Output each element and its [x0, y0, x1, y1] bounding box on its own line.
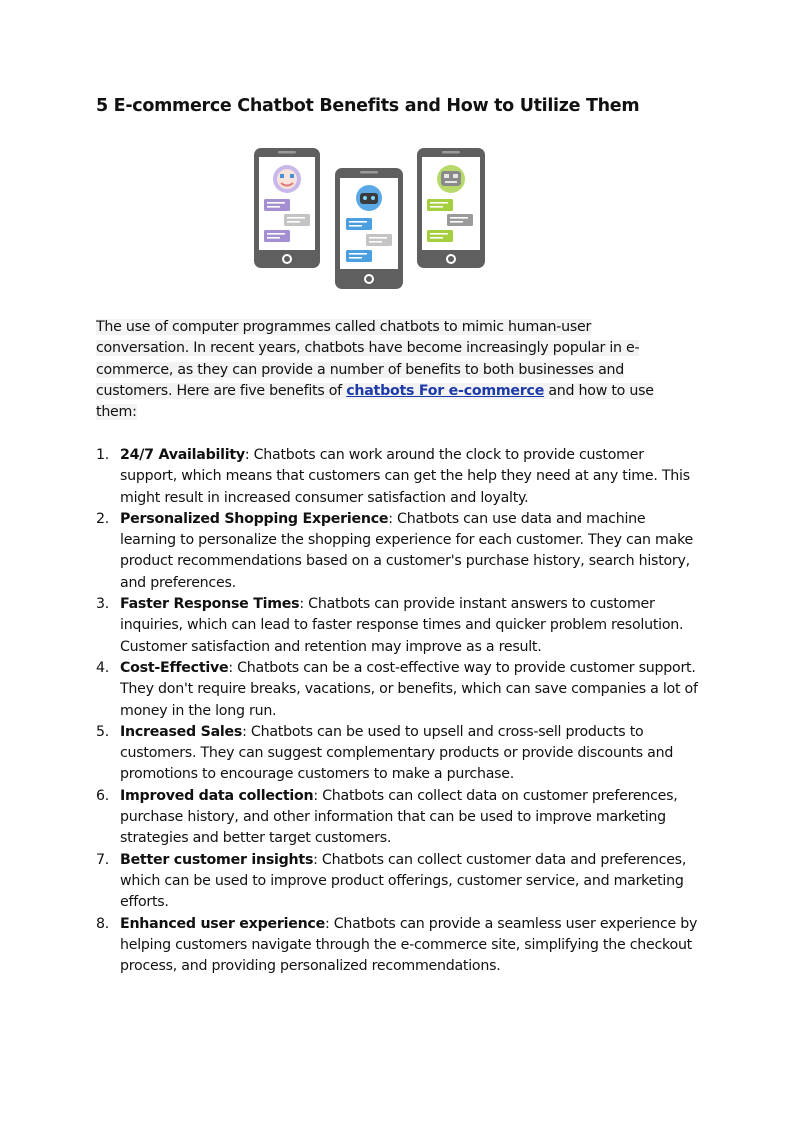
list-item — [96, 722, 700, 786]
list-item-term: Increased Sales — [120, 723, 243, 740]
list-item — [96, 658, 700, 722]
list-item-term: Enhanced user experience — [120, 915, 325, 932]
phone-left — [254, 148, 320, 268]
list-item-number: 6. — [96, 787, 110, 804]
list-item-number: 1. — [96, 447, 110, 463]
list-item — [96, 914, 700, 978]
chatbot-phones-icon — [250, 146, 490, 292]
intro-paragraph — [96, 317, 676, 423]
benefits-list — [96, 445, 700, 977]
list-item — [96, 509, 700, 594]
list-item — [96, 594, 700, 658]
list-item-term: Faster Response Times — [120, 596, 300, 613]
list-item-text: : Chatbots can collect customer data and preferences, which can be used to improve product offerings, customer service, and marketing efforts. — [120, 851, 687, 911]
list-item-text: : Chatbots can provide a seamless user experience by helping customers navigate through the e-commerce site, simplifying the checkout process, and providing personalized recommendations. — [120, 915, 698, 975]
list-item-term: Improved data collection — [120, 787, 314, 804]
list-item-number: 3. — [96, 596, 110, 613]
chatbots-ecommerce-link[interactable]: chatbots For e-commerce — [346, 382, 545, 399]
list-item-term: Better customer insights — [120, 851, 314, 868]
list-item — [96, 445, 700, 509]
list-item-number: 7. — [96, 851, 110, 868]
list-item-term: Personalized Shopping Experience — [120, 510, 389, 527]
list-item-term: 24/7 Availability — [120, 447, 245, 463]
list-item-number: 4. — [96, 659, 110, 676]
list-item-text: : Chatbots can be a cost-effective way to provide customer support. They don't require breaks, vacations, or benefits, which can save companies a lot of money in the long run. — [120, 659, 698, 719]
list-item-term: Cost-Effective — [120, 659, 229, 676]
list-item — [96, 850, 700, 914]
list-item-text: : Chatbots can collect data on customer preferences, purchase history, and other information that can be used to improve marketing strategies and better target customers. — [120, 787, 678, 847]
phone-middle — [335, 168, 403, 289]
list-item-number: 8. — [96, 915, 110, 932]
list-item-number: 2. — [96, 510, 110, 527]
intro-text — [96, 319, 654, 420]
list-item-number: 5. — [96, 723, 110, 740]
intro-text-after-link: and how to use them: — [96, 382, 654, 421]
intro-text-before-link: The use of computer programmes called chatbots to mimic human-user conversation. In recent years, chatbots have become increasingly popular in e-commerce, as they can provide a number of benefits to both businesses and customers. Here are five benefits of — [96, 319, 640, 399]
phone-right — [417, 148, 485, 268]
list-item-text: : Chatbots can be used to upsell and cross-sell products to customers. They can suggest complementary products or provide discounts and promotions to encourage customers to make a purchase. — [120, 723, 674, 783]
list-item-text: : Chatbots can provide instant answers to customer inquiries, which can lead to faster response times and quicker problem resolution. Customer satisfaction and retention may improve as a result. — [120, 596, 684, 655]
list-item — [96, 786, 700, 850]
page-title: 5 E-commerce Chatbot Benefits and How to Utilize Them — [96, 96, 640, 116]
list-item-text: : Chatbots can work around the clock to provide customer support, which means that customers can get the help they need at any time. This might result in increased consumer satisfaction and loyalty. — [120, 447, 690, 506]
list-item-text: : Chatbots can use data and machine learning to personalize the shopping experience for each customer. They can make product recommendations based on a customer's purchase history, search history, and preferences. — [120, 510, 694, 591]
